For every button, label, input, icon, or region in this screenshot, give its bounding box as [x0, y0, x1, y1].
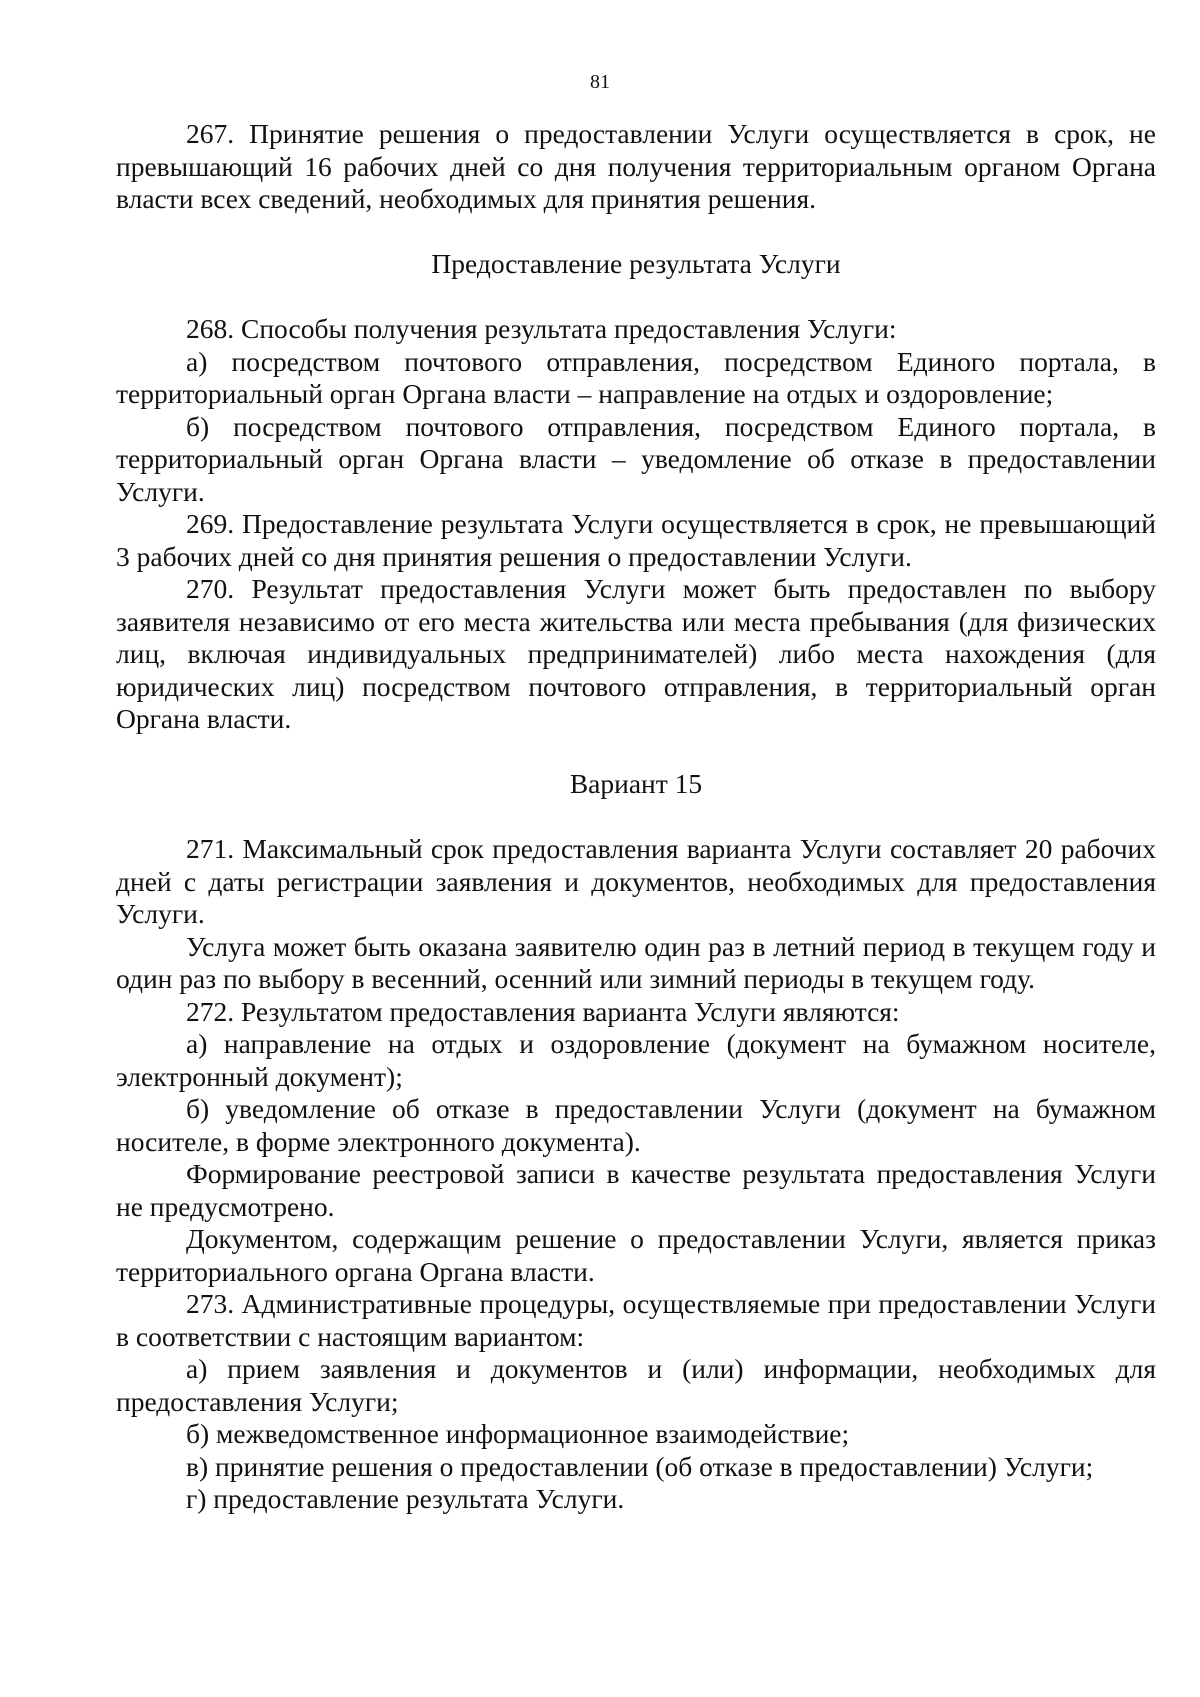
- paragraph-273: 273. Административные процедуры, осуществляемые при предоставлении Услуги в соответствии с настоящим вариантом:: [116, 1288, 1156, 1352]
- paragraph-270: 270. Результат предоставления Услуги может быть предоставлен по выбору заявителя независимо от его места жительства или места пребывания (для физических лиц, включая индивидуальных предпринимателей) либо места нахождения (для юридических лиц) посредством почтового отправления, в территориальный орган Органа власти.: [116, 573, 1156, 734]
- paragraph-273-g: г) предоставление результата Услуги.: [186, 1483, 625, 1514]
- paragraph-273-v: в) принятие решения о предоставлении (об отказе в предоставлении) Услуги;: [186, 1450, 1094, 1482]
- page-number: 81: [590, 71, 610, 93]
- paragraph-272-a: а) направление на отдых и оздоровление (документ на бумажном носителе, электронный документ);: [116, 1028, 1156, 1092]
- section-heading-variant: Вариант 15: [569, 767, 703, 799]
- paragraph-268: 268. Способы получения результата предоставления Услуги:: [186, 313, 897, 344]
- paragraph-268-a: а) посредством почтового отправления, посредством Единого портала, в территориальный орган Органа власти – направление на отдых и оздоровление;: [116, 345, 1156, 409]
- paragraph-273-a: а) прием заявления и документов и (или) информации, необходимых для предоставления Услуги;: [116, 1353, 1156, 1417]
- document-body: [116, 118, 1156, 1516]
- paragraph-271: 271. Максимальный срок предоставления варианта Услуги составляет 20 рабочих дней с даты регистрации заявления и документов, необходимых для предоставления Услуги.: [116, 833, 1156, 929]
- paragraph-269: 269. Предоставление результата Услуги осуществляется в срок, не превышающий 3 рабочих дней со дня принятия решения о предоставлении Услуги.: [116, 508, 1156, 572]
- paragraph-268-b: б) посредством почтового отправления, посредством Единого портала, в территориальный орган Органа власти – уведомление об отказе в предоставлении Услуги.: [116, 410, 1156, 507]
- section-heading-result: Предоставление результата Услуги: [431, 247, 841, 279]
- paragraph-267: 267. Принятие решения о предоставлении Услуги осуществляется в срок, не превышающий 16 рабочих дней со дня получения территориальным органом Органа власти всех сведений, необходимых для принятия решения.: [116, 118, 1156, 214]
- paragraph-272: 272. Результатом предоставления варианта Услуги являются:: [186, 995, 900, 1027]
- paragraph-272-order: Документом, содержащим решение о предоставлении Услуги, является приказ территориального органа Органа власти.: [116, 1223, 1156, 1287]
- paragraph-271-note: Услуга может быть оказана заявителю один раз в летний период в текущем году и один раз по выбору в весенний, осенний или зимний периоды в текущем году.: [116, 930, 1156, 994]
- paragraph-272-b: б) уведомление об отказе в предоставлении Услуги (документ на бумажном носителе, в форме электронного документа).: [116, 1093, 1156, 1157]
- paragraph-272-registry: Формирование реестровой записи в качестве результата предоставления Услуги не предусмотрено.: [116, 1158, 1156, 1222]
- paragraph-273-b: б) межведомственное информационное взаимодействие;: [186, 1418, 850, 1449]
